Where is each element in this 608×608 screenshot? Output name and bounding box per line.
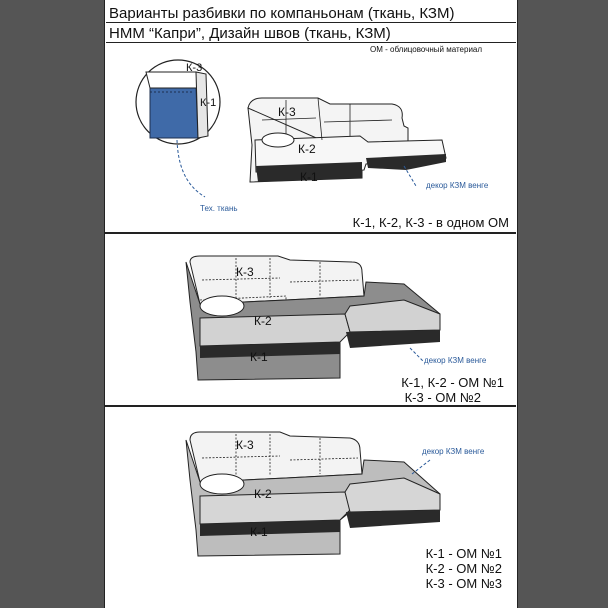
panel3-caption-line2: К-2 - ОМ №2	[425, 561, 502, 576]
decor-label-3: декор КЗМ венге	[422, 447, 485, 456]
legend-note: ОМ - облицовочный материал	[370, 45, 483, 54]
sofa2-label-k2: К-2	[254, 314, 272, 328]
inset-blue-fabric	[150, 88, 198, 138]
sofa-panel2	[186, 256, 440, 380]
decor-label-1: декор КЗМ венге	[426, 181, 489, 190]
tech-fabric-pointer	[177, 140, 205, 197]
sofa3-label-k3: К-3	[236, 438, 254, 452]
inset-label-k1: К-1	[200, 97, 217, 109]
decor-pointer-2	[410, 348, 424, 362]
tech-fabric-label: Тех. ткань	[200, 204, 238, 213]
sofa1-label-k3: К-3	[278, 105, 296, 119]
header-title: Варианты разбивки по компаньонам (ткань, КЗМ)	[106, 4, 516, 23]
panel3-caption-line3: К-3 - ОМ №3	[425, 576, 502, 591]
panel2-caption-line2: К-3 - ОМ №2	[404, 390, 481, 405]
decor-label-2: декор КЗМ венге	[424, 356, 487, 365]
sofa3-label-k1: К-1	[250, 525, 268, 539]
panel2-caption-line1: К-1, К-2 - ОМ №1	[401, 375, 504, 390]
inset-label-k3: К-3	[186, 62, 203, 74]
sofa1-label-k1: К-1	[300, 170, 318, 184]
header-subtitle: НММ “Капри”, Дизайн швов (ткань, КЗМ)	[106, 24, 516, 43]
sofa1-label-k2: К-2	[298, 142, 316, 156]
panel1-caption: К-1, К-2, К-3 - в одном ОМ	[352, 215, 509, 230]
sofa3-label-k2: К-2	[254, 487, 272, 501]
sofa2-label-k3: К-3	[236, 265, 254, 279]
panel3-caption-line1: К-1 - ОМ №1	[425, 546, 502, 561]
sofa-panel3	[186, 432, 440, 556]
sofa2-label-k1: К-1	[250, 350, 268, 364]
